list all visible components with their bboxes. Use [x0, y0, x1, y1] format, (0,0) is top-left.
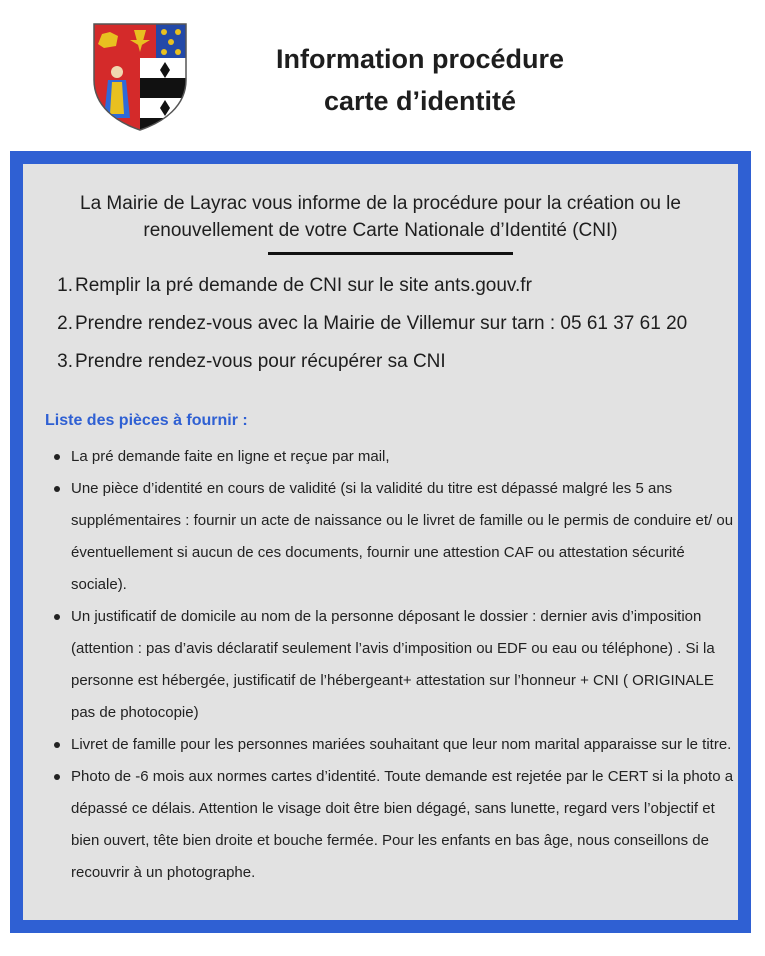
pieces-heading: Liste des pièces à fournir : — [45, 412, 248, 429]
list-item — [45, 601, 735, 729]
list-item — [45, 473, 735, 601]
bullet-icon — [54, 614, 60, 620]
list-item-text: Livret de famille pour les personnes mariées souhaitant que leur nom marital apparaisse sur le titre. — [71, 736, 732, 753]
step-item — [43, 267, 743, 305]
title-line-1: Information procédure — [275, 44, 565, 74]
step-text: Prendre rendez-vous pour récupérer sa CNI — [75, 351, 446, 372]
bullet-icon — [54, 742, 60, 748]
step-number: 3. — [57, 351, 73, 372]
procedure-steps — [43, 267, 743, 381]
page-header — [0, 0, 765, 150]
list-item-text: Une pièce d’identité en cours de validité (si la validité du titre est dépassé malgré les 5 ans supplémentaires : fournir un acte de naissance ou le livret de famille ou le permis de conduire et/ ou éventuellement si aucun de ces documents, fournir une attestion CAF ou attestation sécurité sociale). — [71, 480, 734, 593]
bullet-icon — [54, 486, 60, 492]
step-text: Remplir la pré demande de CNI sur le site ants.gouv.fr — [75, 275, 532, 296]
step-number: 1. — [57, 275, 73, 296]
list-item-text: La pré demande faite en ligne et reçue par mail, — [71, 448, 390, 465]
bullet-icon — [54, 454, 60, 460]
page-title — [210, 38, 630, 122]
bullet-icon — [54, 774, 60, 780]
pieces-list — [45, 441, 735, 889]
title-line-2: carte d’identité — [323, 86, 517, 116]
intro-text: La Mairie de Layrac vous informe de la procédure pour la création ou le renouvellement de votre Carte Nationale d’Identité (CNI) — [80, 193, 681, 241]
info-panel — [10, 151, 751, 933]
coat-of-arms-icon — [90, 22, 190, 132]
list-item-text: Photo de -6 mois aux normes cartes d’identité. Toute demande est rejetée par le CERT si la photo a dépassé ce délais. Attention le visage doit être bien dégagé, sans lunette, regard vers l’objectif et bien ouvert, tête bien droite et bouche fermée. Pour les enfants en bas âge, nous conseillons de recouvrir à un photographe. — [71, 768, 734, 881]
list-item — [45, 441, 735, 473]
divider — [268, 252, 513, 255]
step-item — [43, 343, 743, 381]
step-text: Prendre rendez-vous avec la Mairie de Villemur sur tarn : 05 61 37 61 20 — [75, 313, 688, 334]
step-item — [43, 305, 743, 343]
list-item — [45, 761, 735, 889]
list-item-text: Un justificatif de domicile au nom de la personne déposant le dossier : dernier avis d’imposition (attention : pas d’avis déclaratif seulement l’avis d’imposition ou EDF ou eau ou téléphone) . Si la personne est hébergée, justificatif de l’hébergeant+ attestation sur l’honneur + CNI ( ORIGINALE pas de photocopie) — [71, 608, 715, 721]
list-item — [45, 729, 735, 761]
step-number: 2. — [57, 313, 73, 334]
